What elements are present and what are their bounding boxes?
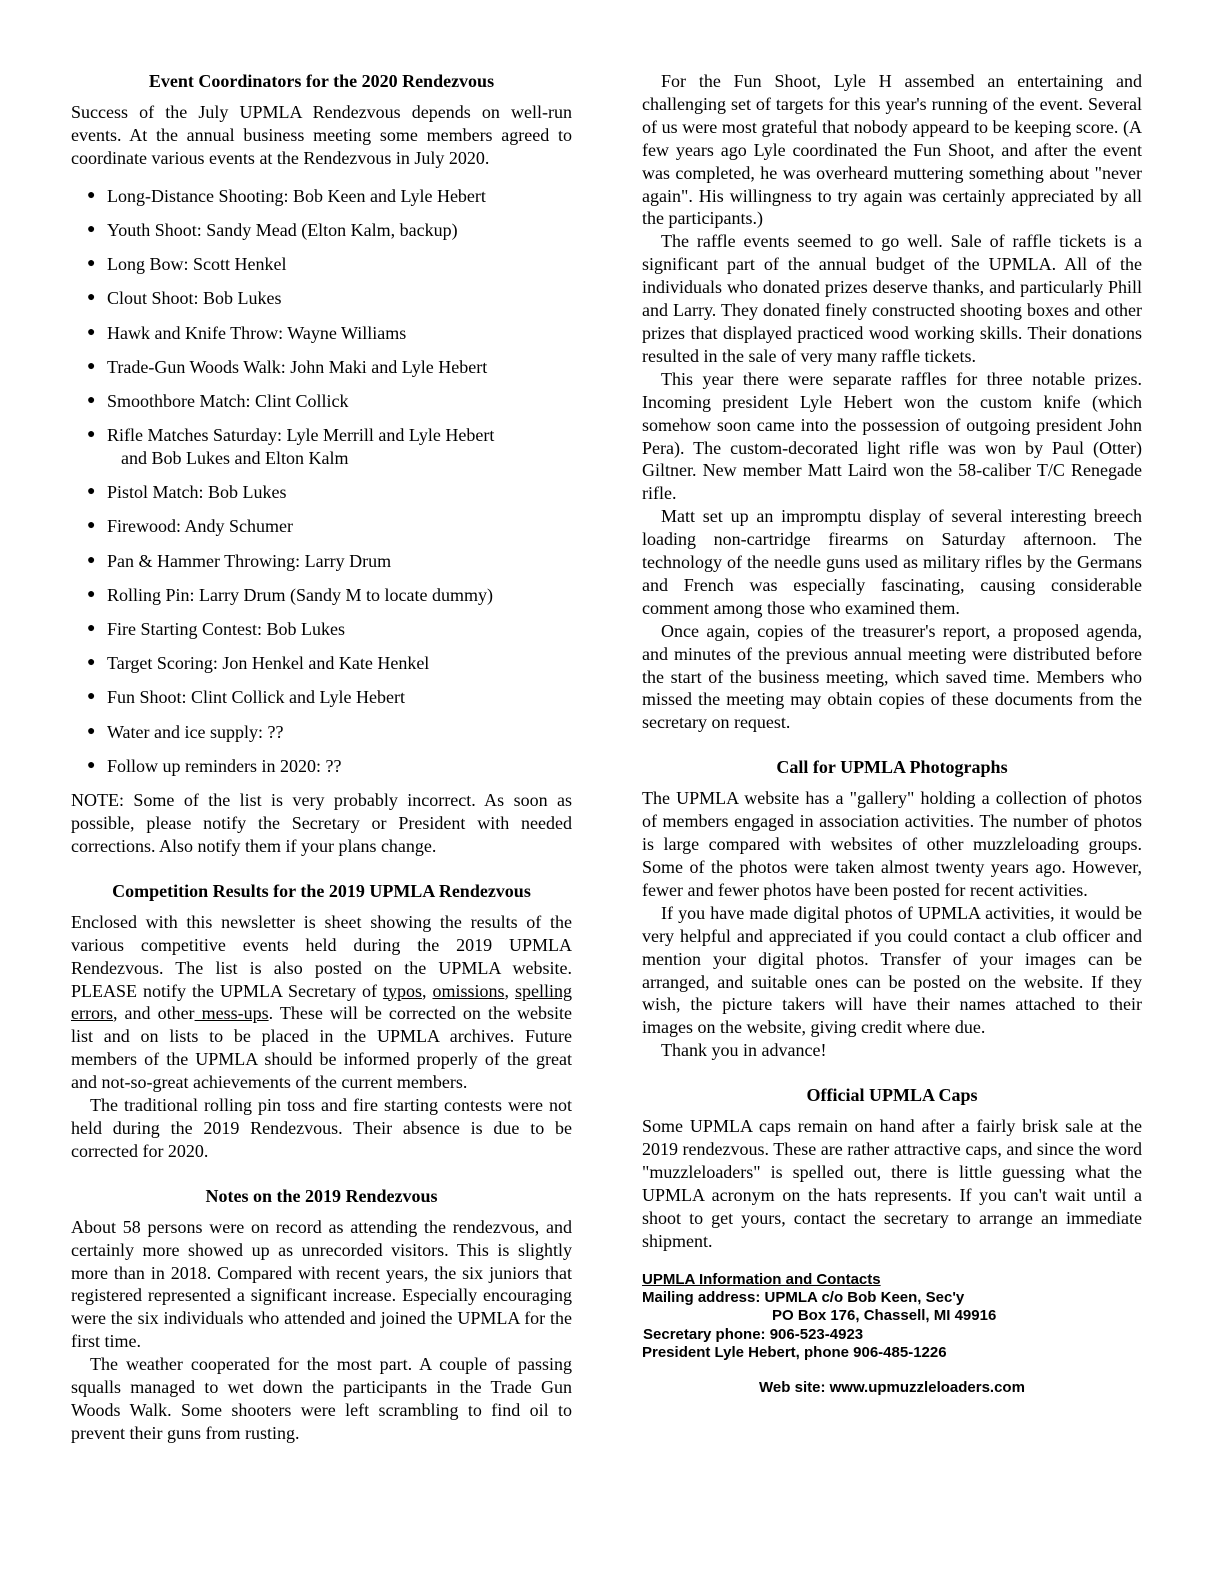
underlined-word: spelling — [515, 980, 572, 1001]
list-item: ● Long Bow: Scott Henkel — [87, 254, 287, 275]
list-item: ● Rolling Pin: Larry Drum (Sandy M to locate dummy) — [87, 584, 493, 605]
notes-paragraph-1: About 58 persons were on record as attending the rendezvous, and certainly more showed up as unrecorded visitors. This is slightly more than in 2018. Compared with recent years, the six juniors that registered represented a significant increase. Especially encouraging were the six individuals who attended and joined the UPMLA for the first time. — [71, 1216, 572, 1352]
list-item: ● Rifle Matches Saturday: Lyle Merrill and Lyle Hebert and Bob Lukes and Elton Kalm — [71, 424, 572, 470]
photos-paragraph-2: If you have made digital photos of UPMLA activities, it would be very helpful and appreciated if you could contact a club officer and mention your digital photos. Transfer of your images can be arranged, and suitable ones can be posted on the website. If they wish, the picture takers will have their names attached to their images on the website, giving credit where due. — [642, 902, 1142, 1038]
mailing-address-line-2: PO Box 176, Chassell, MI 49916 — [772, 1307, 997, 1325]
bullet-icon: ● — [87, 621, 96, 637]
bullet-icon: ● — [87, 484, 96, 500]
separate-raffles-paragraph: This year there were separate raffles for three notable prizes. Incoming president Lyle Hebert won the custom knife (which somehow soon came into the possession of outgoing president John Pera). The custom-decorated light rifle was won by Paul (Otter) Giltner. New member Matt Laird won the 58-caliber T/C Renegade rifle. — [642, 368, 1142, 504]
bullet-icon: ● — [87, 358, 96, 374]
bullet-icon: ● — [87, 392, 96, 408]
list-item: ● Hawk and Knife Throw: Wayne Williams — [87, 322, 407, 343]
coordinators-intro: Success of the July UPMLA Rendezvous depends on well-run events. At the annual business meeting some members agreed to coordinate various events at the Rendezvous in July 2020. — [71, 102, 572, 168]
president-phone: President Lyle Hebert, phone 906-485-1226 — [642, 1344, 947, 1362]
photos-paragraph-1: The UPMLA website has a "gallery" holding a collection of photos of members engaged in association activities. The number of photos is large compared with websites of other muzzleloading groups. Some of the photos were taken almost twenty years ago. However, fewer and fewer photos have been posted for recent activities. — [642, 788, 1142, 900]
matt-display-paragraph: Matt set up an impromptu display of several interesting breech loading non-cartridge firearms on Saturday afternoon. The technology of the needle guns used as military rifles by the Germans and French was especially fascinating, causing considerable comment among those who examined them. — [642, 506, 1142, 618]
bullet-icon: ● — [87, 655, 96, 671]
bullet-icon: ● — [87, 290, 96, 306]
caps-heading: Official UPMLA Caps — [806, 1085, 978, 1106]
coordinators-heading: Event Coordinators for the 2020 Rendezvous — [148, 71, 495, 91]
bullet-icon: ● — [87, 723, 96, 739]
photos-paragraph-3: Thank you in advance! — [661, 1040, 827, 1061]
list-item: ● Fun Shoot: Clint Collick and Lyle Hebert — [87, 687, 405, 708]
website-line: Web site: www.upmuzzleloaders.com — [759, 1378, 1025, 1396]
list-item: ● Long-Distance Shooting: Bob Keen and Lyle Hebert — [87, 185, 486, 206]
bullet-icon: ● — [87, 518, 96, 534]
fun-shoot-paragraph: For the Fun Shoot, Lyle H assembed an entertaining and challenging set of targets for this year's running of the event. Several of us were most grateful that nobody appeard to be keeping score. (A few years ago Lyle coordinated the Fun Shoot, and after the event was completed, he was overheard muttering something about "never again". His willingness to try again was certainly appreciated by all the participants.) — [642, 71, 1142, 229]
list-item: ● Smoothbore Match: Clint Collick — [87, 390, 349, 411]
notes-paragraph-2: The weather cooperated for the most part. A couple of passing squalls managed to wet down the participants in the Trade Gun Woods Walk. Some shooters were left scrambling to find oil to prevent their guns from rusting. — [71, 1354, 572, 1443]
caps-paragraph: Some UPMLA caps remain on hand after a fairly brisk sale at the 2019 rendezvous. These are rather attractive caps, and since the word "muzzleloaders" is spelled out, there is little guessing what the UPMLA acronym on the hats represents. If you can't wait until a shoot to get yours, contact the secretary to arrange an immediate shipment. — [642, 1116, 1142, 1251]
underlined-word: errors — [71, 1003, 113, 1024]
right-column — [642, 70, 1142, 1400]
coordinators-list — [71, 185, 572, 778]
underlined-word: omissions — [432, 980, 505, 1001]
contacts-title: UPMLA Information and Contacts — [642, 1270, 881, 1288]
photos-heading: Call for UPMLA Photographs — [776, 757, 1008, 778]
results-paragraph-1: Enclosed with this newsletter is sheet showing the results of the various competitive events held during the 2019 UPMLA Rendezvous. The list is also posted on the UPMLA website. PLEASE notify the UPMLA Secretary of typos, omissions, spelling errors, and other mess-ups. These will be corrected on the website list and on lists to be placed in the UPMLA archives. Future members of the UPMLA should be informed properly of the great and not-so-great achievements of the current members. — [71, 911, 572, 1093]
coordinators-note: NOTE: Some of the list is very probably incorrect. As soon as possible, please notify the Secretary or President with needed corrections. Also notify them if your plans change. — [71, 790, 572, 856]
list-item: ● Trade-Gun Woods Walk: John Maki and Lyle Hebert — [87, 356, 488, 377]
bullet-icon: ● — [87, 586, 96, 602]
list-item: ● Youth Shoot: Sandy Mead (Elton Kalm, backup) — [87, 219, 458, 240]
bullet-icon: ● — [87, 757, 96, 773]
bullet-icon: ● — [87, 324, 96, 340]
list-item: ● Target Scoring: Jon Henkel and Kate Henkel — [87, 653, 430, 674]
underlined-word: typos — [382, 980, 422, 1001]
list-item: ● Clout Shoot: Bob Lukes — [87, 288, 282, 309]
underlined-word: mess-ups — [194, 1003, 269, 1024]
list-item: ● Pistol Match: Bob Lukes — [87, 482, 287, 503]
list-item: ● Water and ice supply: ?? — [87, 721, 284, 742]
results-paragraph-2: The traditional rolling pin toss and fire starting contests were not held during the 2019 Rendezvous. Their absence is due to be corrected for 2020. — [71, 1095, 572, 1161]
results-heading: Competition Results for the 2019 UPMLA Rendezvous — [112, 880, 531, 901]
contacts-block — [642, 1271, 1142, 1363]
list-item: ● Fire Starting Contest: Bob Lukes — [87, 619, 345, 640]
list-item: ● Firewood: Andy Schumer — [87, 516, 293, 537]
secretary-phone: Secretary phone: 906-523-4923 — [643, 1325, 864, 1343]
bullet-icon: ● — [87, 689, 96, 705]
left-column — [71, 70, 572, 1445]
bullet-icon: ● — [87, 256, 96, 272]
mailing-address: Mailing address: UPMLA c/o Bob Keen, Sec'y — [642, 1289, 965, 1306]
list-item: ● Follow up reminders in 2020: ?? — [87, 755, 342, 776]
bullet-icon: ● — [87, 187, 96, 203]
list-item: ● Pan & Hammer Throwing: Larry Drum — [87, 550, 392, 571]
bullet-icon: ● — [87, 552, 96, 568]
bullet-icon: ● — [87, 221, 96, 237]
list-item-continuation: and Bob Lukes and Elton Kalm — [121, 448, 349, 469]
once-again-paragraph: Once again, copies of the treasurer's report, a proposed agenda, and minutes of the previous annual meeting were distributed before the start of the business meeting, which saved time. Members who missed the meeting may obtain copies of these documents from the secretary on request. — [642, 620, 1142, 733]
notes-heading: Notes on the 2019 Rendezvous — [205, 1185, 438, 1206]
raffle-paragraph: The raffle events seemed to go well. Sale of raffle tickets is a significant part of the annual budget of the UPMLA. All of the individuals who donated prizes deserve thanks, and particularly Phill and Larry. They donated finely constructed shooting boxes and other prizes that displayed practiced wood working skills. Their donations resulted in the sale of very many raffle tickets. — [642, 231, 1142, 366]
bullet-icon: ● — [87, 427, 96, 443]
